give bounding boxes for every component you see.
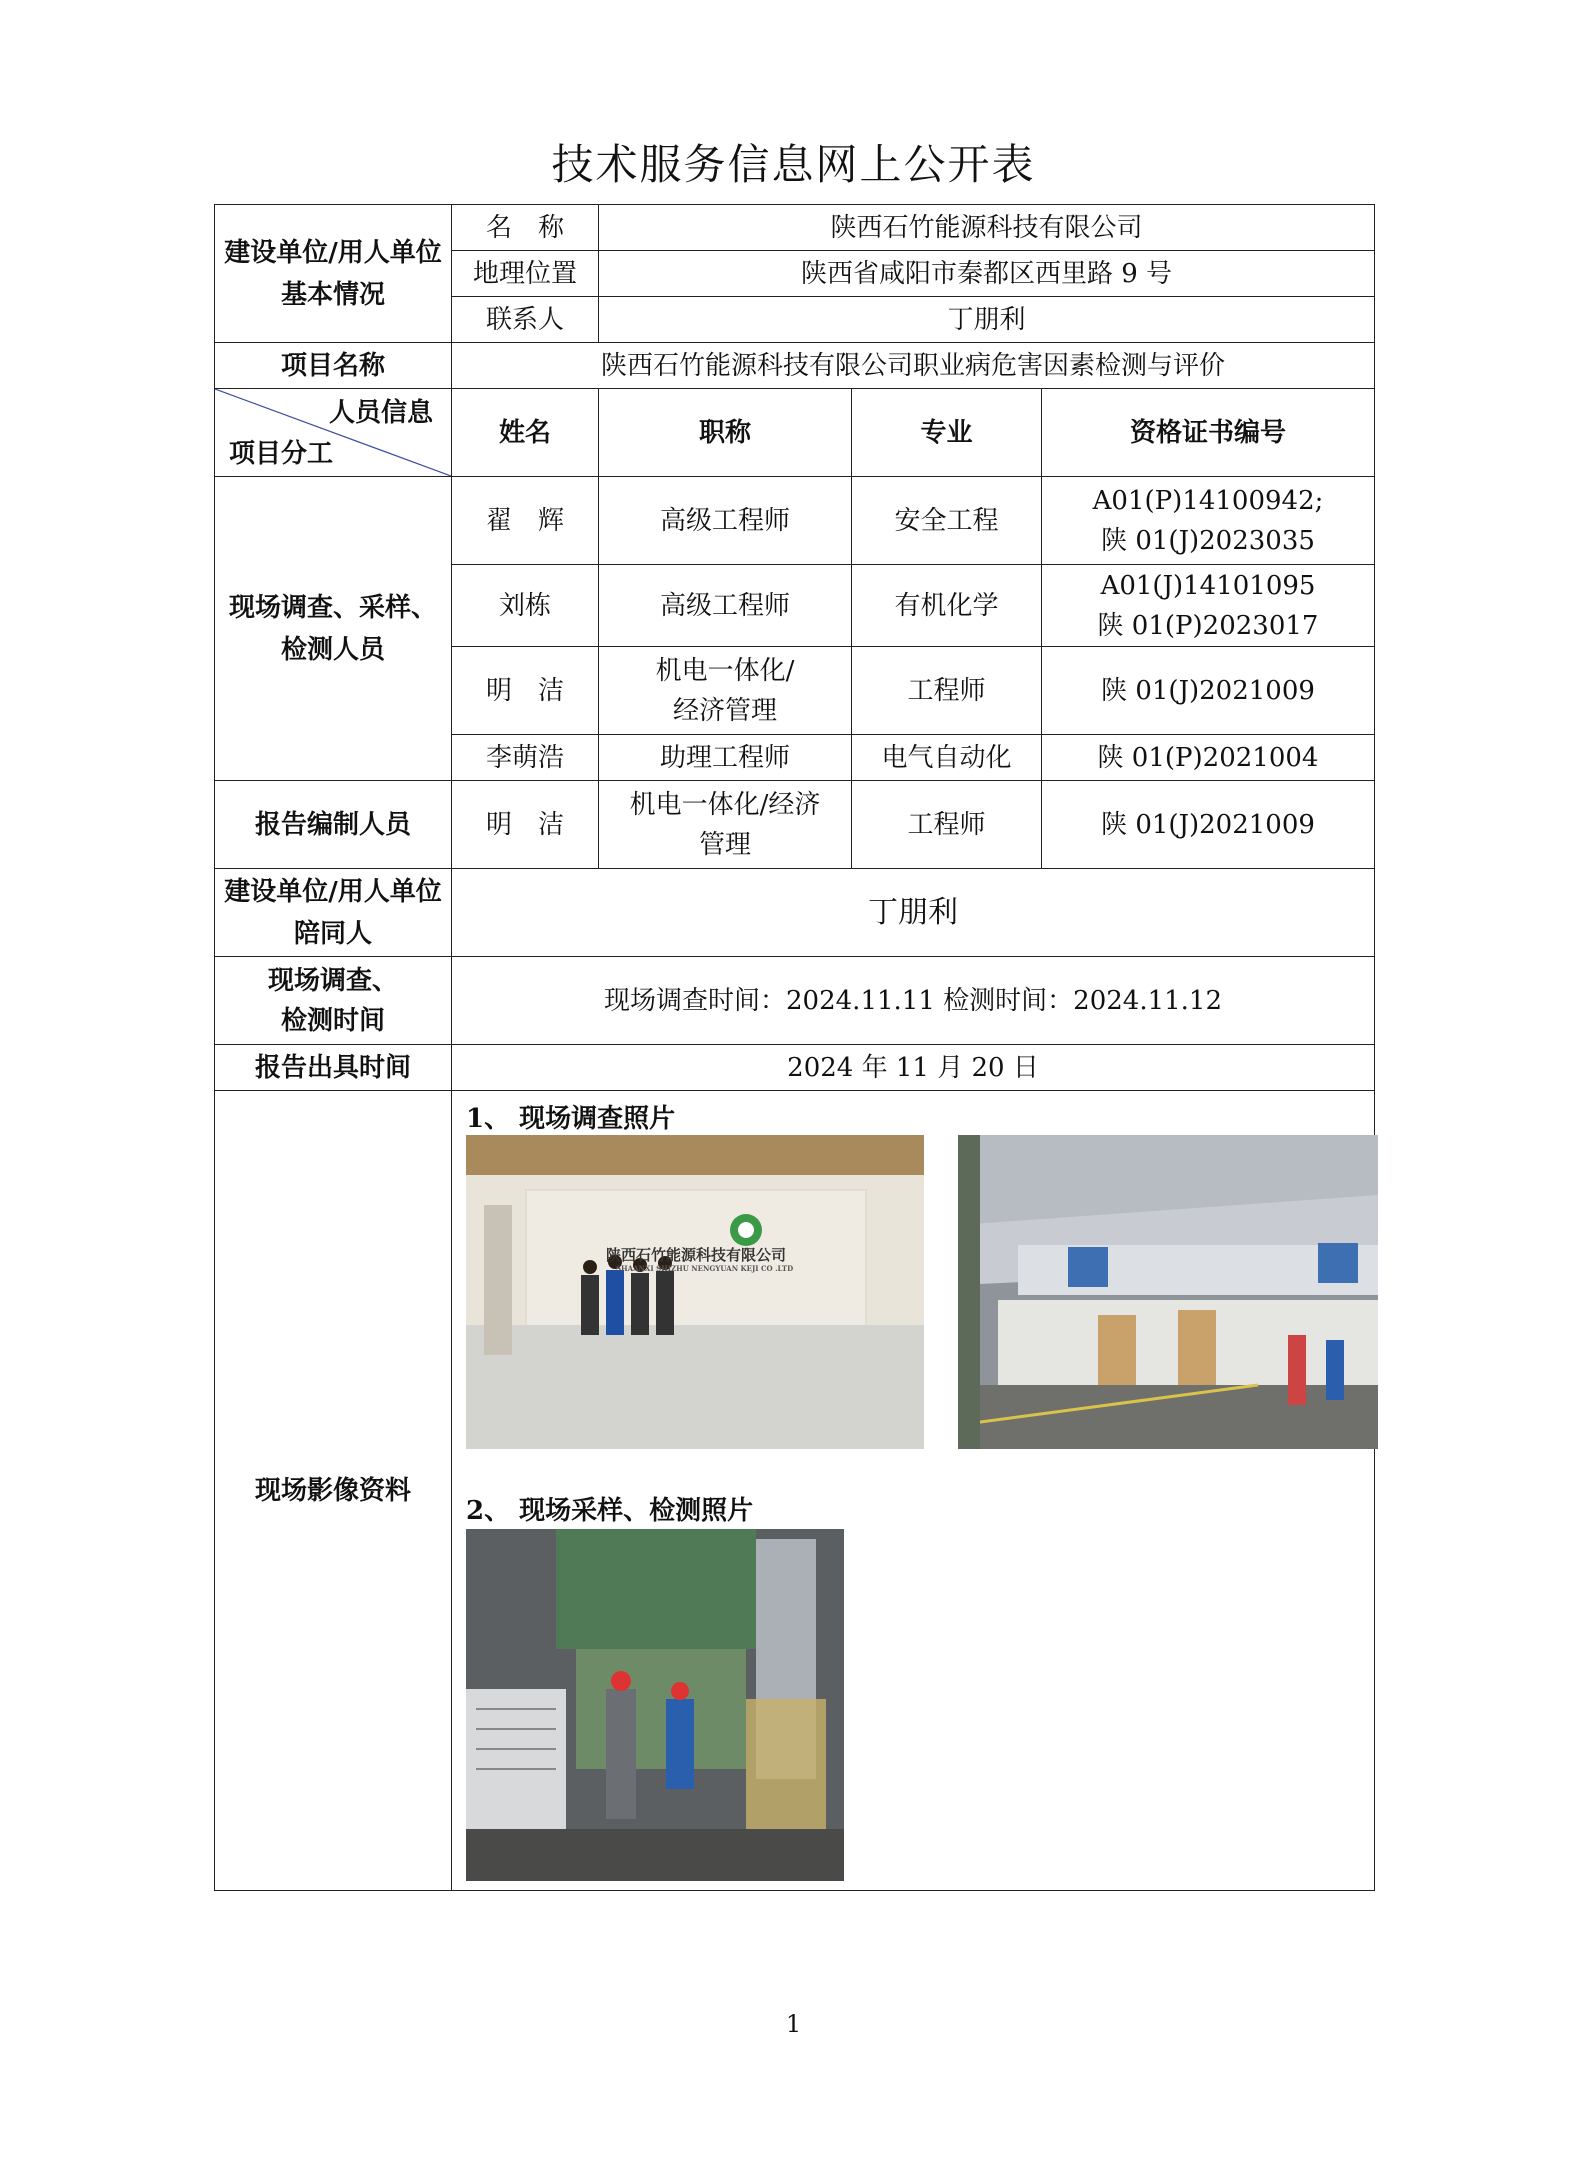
staff-title: 高级工程师 — [599, 477, 852, 565]
staff-name: 刘栋 — [452, 565, 599, 647]
header-name: 姓名 — [452, 389, 599, 477]
photo-section-1-title: 1、 现场调查照片 — [466, 1104, 676, 1134]
staff-name: 李萌浩 — [452, 735, 599, 781]
page-number: 1 — [785, 2010, 802, 2038]
sampling-photo — [466, 1529, 844, 1881]
survey-photo-lobby — [466, 1135, 924, 1449]
unit-info-label: 建设单位/用人单位基本情况 — [215, 205, 452, 343]
survey-time-value: 现场调查时间：2024.11.11 检测时间：2024.11.12 — [452, 957, 1375, 1045]
staff-name: 明 洁 — [452, 781, 599, 869]
staff-title: 助理工程师 — [599, 735, 852, 781]
staff-name: 明 洁 — [452, 647, 599, 735]
location-value: 陕西省咸阳市秦都区西里路 9 号 — [599, 251, 1375, 297]
company-sign-en: SHAANXI SHIZHU NENGYUAN KEJI CO .LTD — [616, 1264, 794, 1273]
staff-cert: 陕 01(J)2021009 — [1042, 781, 1375, 869]
staff-cert: 陕 01(P)2021004 — [1042, 735, 1375, 781]
name-label: 名 称 — [452, 205, 599, 251]
staff-major: 有机化学 — [852, 565, 1042, 647]
info-table — [214, 204, 1375, 1891]
location-label: 地理位置 — [452, 251, 599, 297]
name-value: 陕西石竹能源科技有限公司 — [599, 205, 1375, 251]
report-date-label: 报告出具时间 — [215, 1045, 452, 1091]
company-sign-cn: 陕西石竹能源科技有限公司 — [606, 1246, 787, 1264]
contact-label: 联系人 — [452, 297, 599, 343]
companion-label: 建设单位/用人单位陪同人 — [215, 869, 452, 957]
header-title: 职称 — [599, 389, 852, 477]
contact-value: 丁朋利 — [599, 297, 1375, 343]
staff-major: 工程师 — [852, 647, 1042, 735]
report-date-value: 2024 年 11 月 20 日 — [452, 1045, 1375, 1091]
survey-staff-label: 现场调查、采样、检测人员 — [215, 477, 452, 781]
report-staff-label: 报告编制人员 — [215, 781, 452, 869]
staff-cert: A01(J)14101095 陕 01(P)2023017 — [1042, 565, 1375, 647]
staff-title: 机电一体化/ 经济管理 — [599, 647, 852, 735]
staff-cert: 陕 01(J)2021009 — [1042, 647, 1375, 735]
staff-major: 安全工程 — [852, 477, 1042, 565]
photo-section-2-title: 2、 现场采样、检测照片 — [466, 1496, 754, 1526]
header-cert: 资格证书编号 — [1042, 389, 1375, 477]
diagonal-header-cell — [215, 389, 452, 477]
staff-major: 电气自动化 — [852, 735, 1042, 781]
survey-time-label: 现场调查、 检测时间 — [215, 957, 452, 1045]
diag-top-label: 人员信息 — [328, 398, 433, 428]
staff-cert: A01(P)14100942; 陕 01(J)2023035 — [1042, 477, 1375, 565]
diag-bottom-label: 项目分工 — [229, 439, 334, 469]
table-row — [215, 477, 1375, 565]
companion-value: 丁朋利 — [452, 869, 1375, 957]
staff-title: 机电一体化/经济 管理 — [599, 781, 852, 869]
photos-label: 现场影像资料 — [215, 1091, 452, 1891]
page-title: 技术服务信息网上公开表 — [551, 140, 1036, 189]
staff-title: 高级工程师 — [599, 565, 852, 647]
survey-photo-workshop — [958, 1135, 1378, 1449]
photos-cell — [452, 1091, 1375, 1891]
header-major: 专业 — [852, 389, 1042, 477]
staff-major: 工程师 — [852, 781, 1042, 869]
staff-name: 翟 辉 — [452, 477, 599, 565]
table-row — [215, 781, 1375, 869]
project-value: 陕西石竹能源科技有限公司职业病危害因素检测与评价 — [452, 343, 1375, 389]
project-label: 项目名称 — [215, 343, 452, 389]
